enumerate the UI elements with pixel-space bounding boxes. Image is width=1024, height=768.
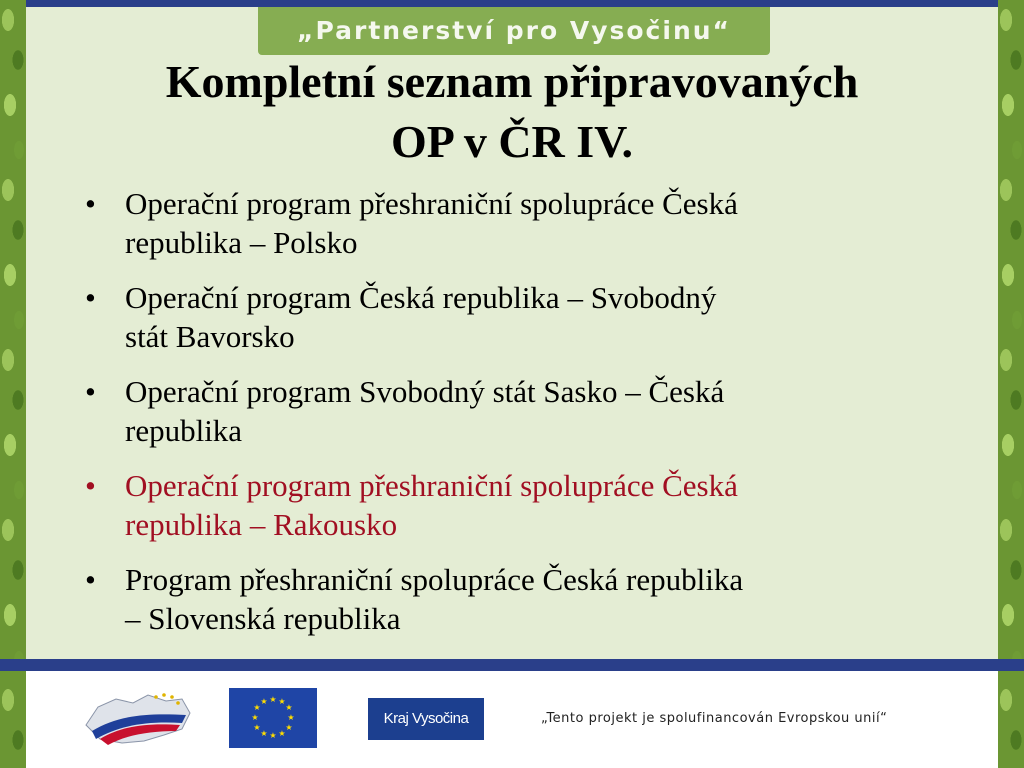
svg-text:★: ★ — [285, 723, 293, 732]
list-item-line-1: Operační program přeshraniční spolupráce Česká — [125, 186, 738, 221]
list-item-highlighted — [75, 466, 955, 544]
list-item-line-2: stát Bavorsko — [125, 319, 295, 354]
svg-text:★: ★ — [287, 713, 295, 722]
right-leaf-border — [998, 0, 1024, 768]
list-item-line-2: republika – Rakousko — [125, 507, 398, 542]
list-item — [75, 278, 955, 356]
list-item-line-1: Operační program Svobodný stát Sasko – Česká — [125, 374, 725, 409]
header-banner: „Partnerství pro Vysočinu“ — [258, 7, 770, 55]
list-item-line-1: Program přeshraniční spolupráce Česká republika — [125, 562, 744, 597]
list-item-line-1: Operační program Česká republika – Svobodný — [125, 280, 717, 315]
list-item-line-2: republika – Polsko — [125, 225, 358, 260]
eu-funding-note: „Tento projekt je spolufinancován Evropskou unií“ — [541, 711, 888, 726]
footer — [26, 671, 998, 768]
eu-flag-icon — [229, 688, 317, 748]
svg-text:★: ★ — [278, 729, 286, 738]
bullet-list — [75, 184, 955, 654]
bullet-icon: • — [85, 562, 96, 597]
bullet-icon: • — [85, 374, 96, 409]
list-item-line-2: – Slovenská republika — [125, 601, 401, 636]
top-border — [0, 0, 1024, 7]
title-line-2: OP v ČR IV. — [391, 116, 633, 167]
svg-text:★: ★ — [260, 729, 268, 738]
svg-text:★: ★ — [251, 713, 259, 722]
list-item — [75, 372, 955, 450]
svg-text:★: ★ — [278, 697, 286, 706]
svg-text:★: ★ — [253, 703, 261, 712]
list-item — [75, 184, 955, 262]
svg-text:★: ★ — [253, 723, 261, 732]
svg-text:★: ★ — [269, 695, 277, 704]
kraj-vysocina-logo: Kraj Vysočina — [368, 698, 484, 740]
footer-divider — [0, 659, 1024, 671]
bullet-icon: • — [85, 468, 96, 503]
title-line-1: Kompletní seznam připravovaných — [165, 56, 859, 107]
svg-text:★: ★ — [285, 703, 293, 712]
bullet-icon: • — [85, 280, 96, 315]
slide-title — [30, 52, 994, 172]
list-item-line-2: republika — [125, 413, 243, 448]
svg-text:★: ★ — [260, 697, 268, 706]
bullet-icon: • — [85, 186, 96, 221]
list-item — [75, 560, 955, 638]
list-item-line-1: Operační program přeshraniční spolupráce Česká — [125, 468, 738, 503]
left-leaf-border — [0, 0, 26, 768]
czech-map-logo-icon — [78, 685, 196, 751]
svg-text:★: ★ — [269, 731, 277, 740]
